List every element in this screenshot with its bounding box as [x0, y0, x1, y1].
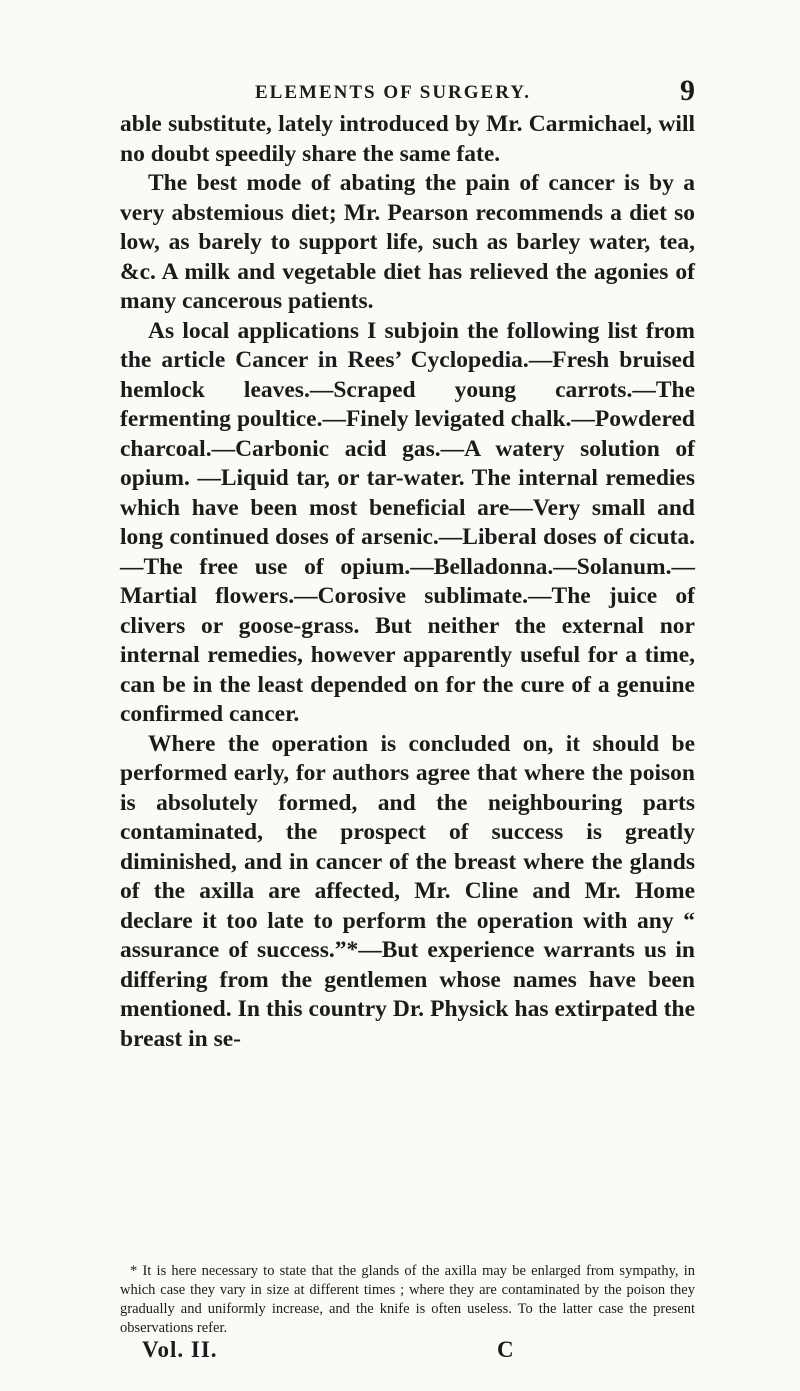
paragraph: As local applications I subjoin the following list from the article Cancer in Rees’ Cyclopedia.—Fresh bruised hemlock leaves.—Scraped young carrots.—The fermenting poultice.—Finely levigated chalk.—Powdered charcoal.—Carbonic acid gas.—A watery solution of opium. —Liquid tar, or tar-water. The internal remedies which have been most beneficial are—Very small and long continued doses of arsenic.—Liberal doses of cicuta. —The free use of opium.—Belladonna.—Solanum.— Martial flowers.—Corosive sublimate.—The juice of clivers or goose-grass. But neither the external nor internal remedies, however apparently useful for a time, can be in the least depended on for the cure of a genuine confirmed cancer.: [120, 317, 695, 727]
paragraph: able substitute, lately introduced by Mr. Carmichael, will no doubt speedily share the same fate.: [120, 111, 695, 167]
footnote: [120, 1262, 695, 1338]
body-text: [120, 110, 695, 1054]
page-number: 9: [680, 74, 695, 107]
paragraph: The best mode of abating the pain of cancer is by a very abstemious diet; Mr. Pearson recommends a diet so low, as barely to support life, such as barley water, tea, &c. A milk and vegetable diet has relieved the agonies of many cancerous patients.: [120, 170, 695, 314]
footnote-text: * It is here necessary to state that the glands of the axilla may be enlarged from sympathy, in which case they vary in size at different times ; where they are contaminated by the poison they gradually and uniformly increase, and the knife is often useless. To the latter case the present observations refer.: [120, 1263, 695, 1336]
paragraph: Where the operation is concluded on, it should be performed early, for authors agree that where the poison is absolutely formed, and the neighbouring parts contaminated, the prospect of success is greatly diminished, and in cancer of the breast where the glands of the axilla are affected, Mr. Cline and Mr. Home declare it too late to perform the operation with any “ assurance of success.”*—But experience warrants us in differing from the gentlemen whose names have been mentioned. In this country Dr. Physick has extirpated the breast in se-: [120, 730, 695, 1052]
running-head: ELEMENTS OF SURGERY.: [255, 82, 532, 103]
page-header: [120, 74, 695, 110]
volume-label: Vol. II.: [142, 1337, 218, 1362]
signature-line: [142, 1337, 662, 1363]
signature-letter: C: [497, 1337, 515, 1362]
